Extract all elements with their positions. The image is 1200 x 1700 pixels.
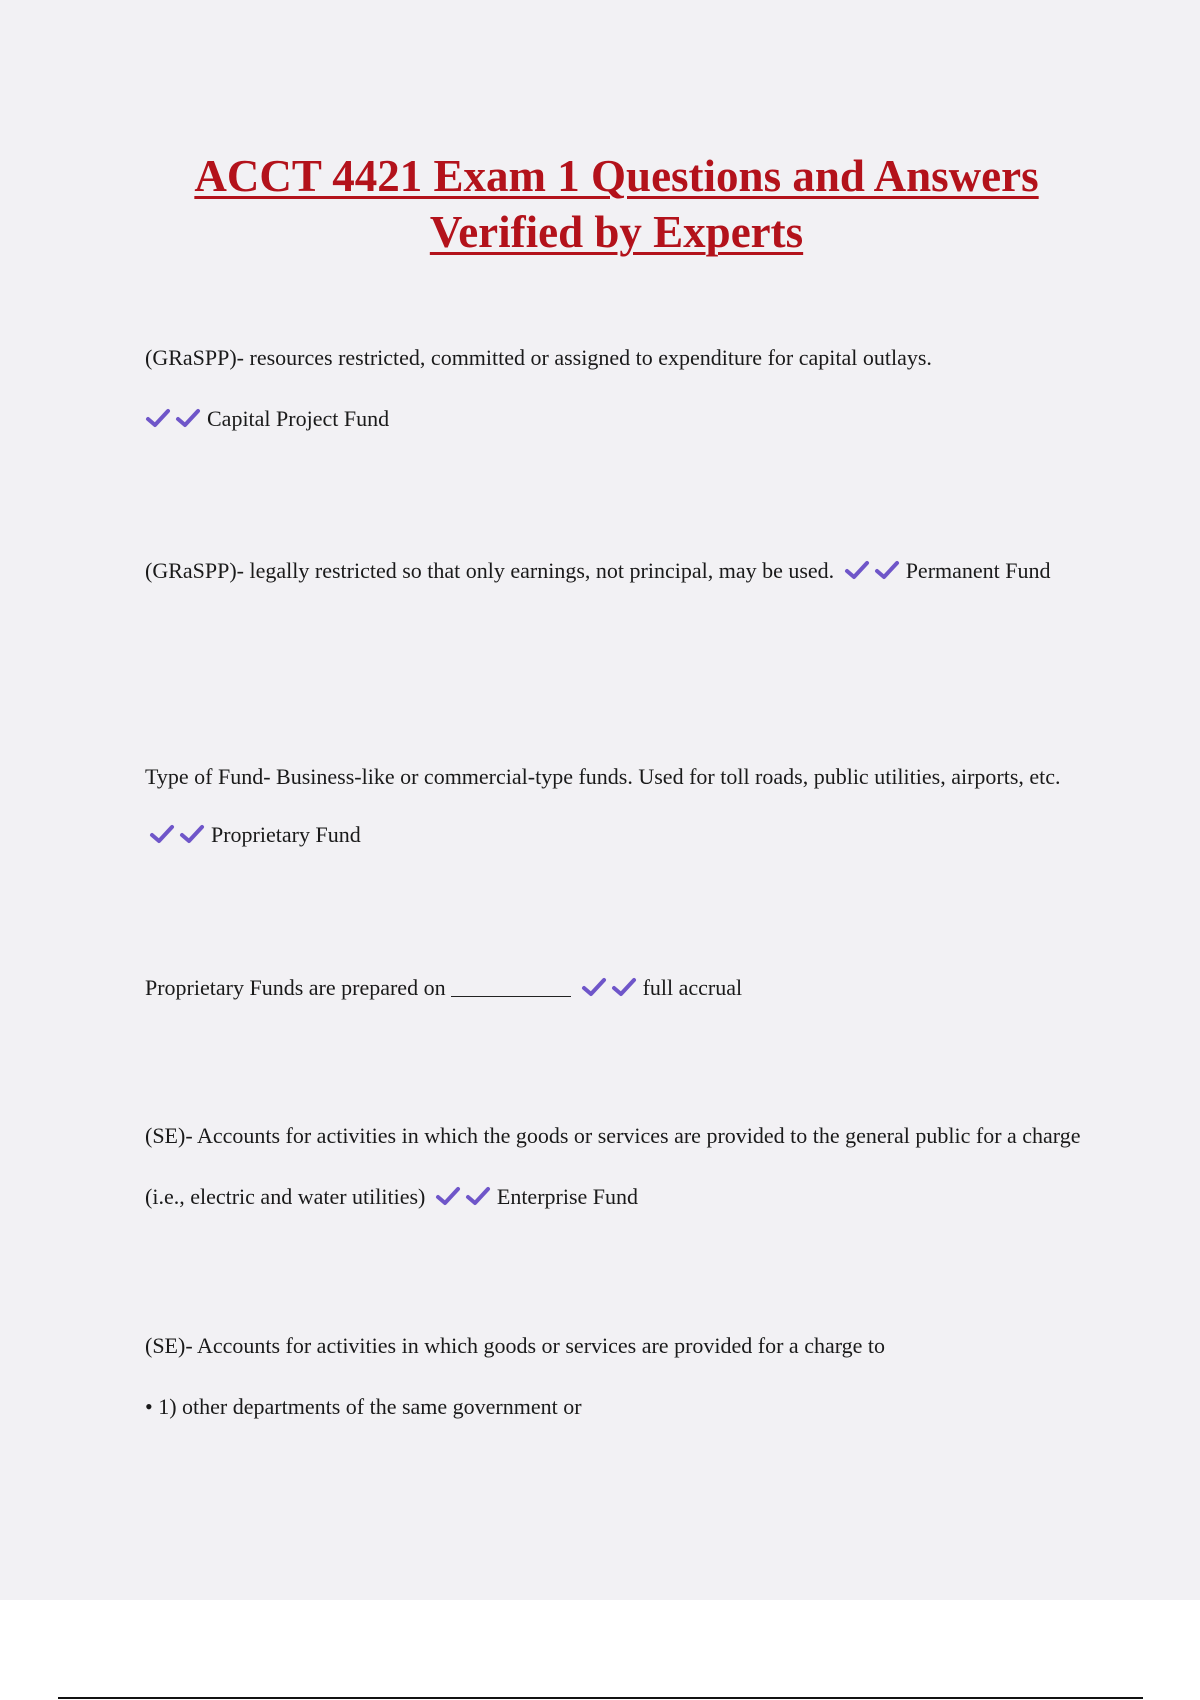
double-check-marks bbox=[844, 543, 904, 604]
question-text: (SE)- Accounts for activities in which goods or services are provided for a charge to bbox=[145, 1333, 886, 1358]
question-text: Type of Fund- Business-like or commercial-type funds. Used for toll roads, public utilities, airports, etc. bbox=[145, 764, 1061, 789]
qa-item-6 bbox=[145, 1315, 1095, 1376]
answer-text: Proprietary Fund bbox=[211, 822, 361, 847]
double-check-marks bbox=[145, 391, 205, 452]
double-check-marks bbox=[581, 960, 641, 1021]
page-divider bbox=[58, 1697, 1143, 1699]
check-icon bbox=[844, 559, 874, 581]
bullet: • bbox=[145, 1394, 153, 1419]
check-icon bbox=[611, 976, 641, 998]
check-icon bbox=[145, 407, 175, 429]
answer-text: full accrual bbox=[642, 975, 743, 1000]
check-icon bbox=[435, 1185, 465, 1207]
list-item bbox=[145, 1387, 582, 1427]
question-text: (GRaSPP)- legally restricted so that only earnings, not principal, may be used. bbox=[145, 558, 835, 583]
question-text: (SE)- Accounts for activities in which the goods or services are provided to the general public for a charge (i.e., electric and water utilities) bbox=[145, 1123, 1081, 1209]
list-item-text: 1) other departments of the same government or bbox=[158, 1394, 582, 1419]
check-icon bbox=[465, 1185, 495, 1207]
question-text: Proprietary Funds are prepared on bbox=[145, 975, 446, 1000]
qa-item-1 bbox=[145, 327, 1095, 452]
qa-item-5 bbox=[145, 1105, 1095, 1230]
double-check-marks bbox=[149, 809, 209, 867]
qa-item-4 bbox=[145, 957, 1095, 1021]
check-icon bbox=[179, 823, 209, 845]
double-check-marks bbox=[435, 1169, 495, 1230]
check-icon bbox=[149, 823, 179, 845]
check-icon bbox=[874, 559, 904, 581]
fill-in-blank bbox=[451, 978, 571, 997]
answer-text: Capital Project Fund bbox=[207, 406, 390, 431]
document-title: ACCT 4421 Exam 1 Questions and Answers Verified by Experts bbox=[194, 151, 1039, 257]
check-icon bbox=[581, 976, 611, 998]
answer-text: Permanent Fund bbox=[905, 558, 1051, 583]
qa-item-2 bbox=[145, 540, 1095, 604]
qa-item-3 bbox=[145, 748, 1095, 867]
question-text: (GRaSPP)- resources restricted, committed or assigned to expenditure for capital outlays. bbox=[145, 345, 932, 370]
answer-text: Enterprise Fund bbox=[496, 1184, 639, 1209]
check-icon bbox=[175, 407, 205, 429]
